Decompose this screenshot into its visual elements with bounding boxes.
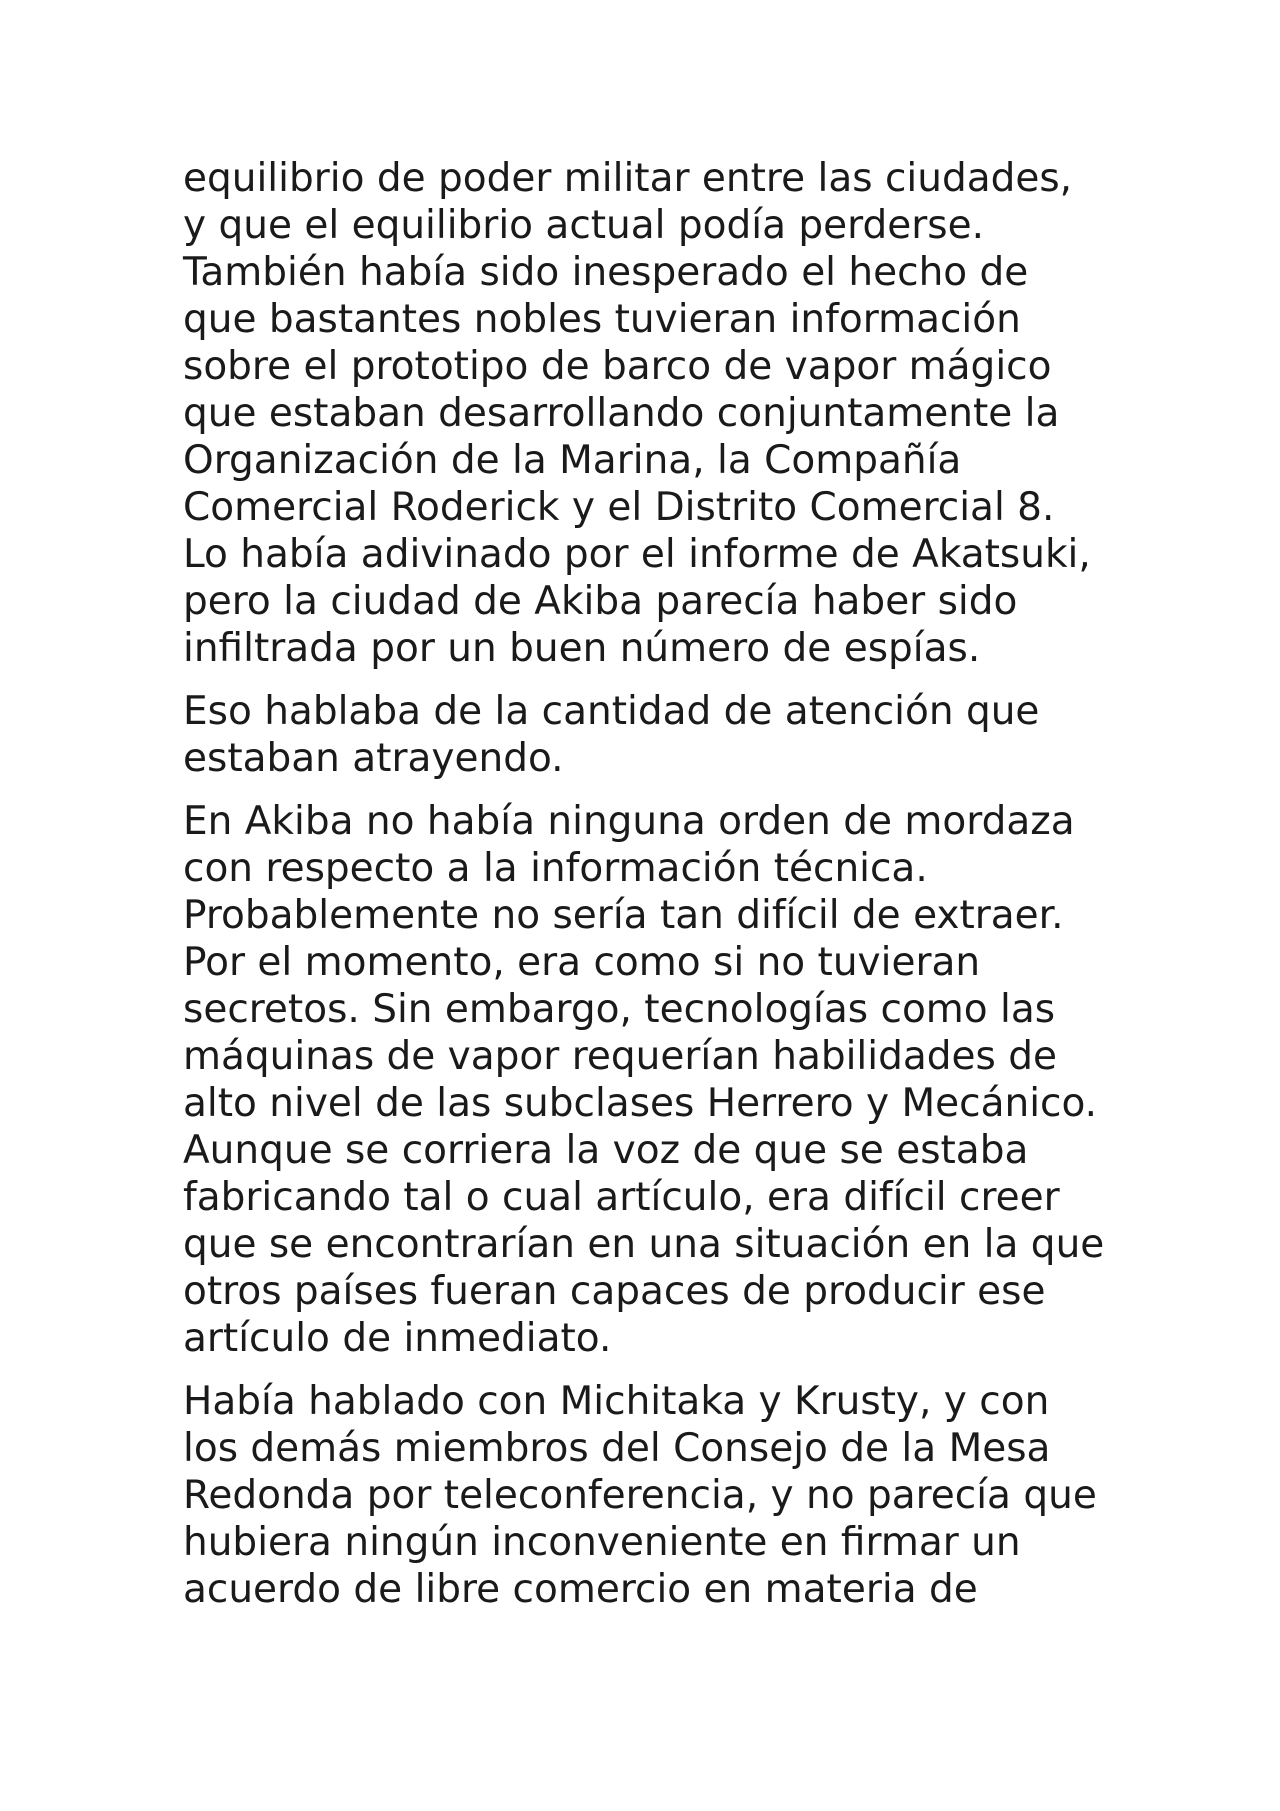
- text-line: sobre el prototipo de barco de vapor mágico: [183, 344, 1052, 389]
- paragraph-4: [183, 1378, 1143, 1613]
- body-text: [183, 155, 1143, 1629]
- text-line: En Akiba no había ninguna orden de mordaza: [183, 799, 1075, 844]
- text-line: máquinas de vapor requerían habilidades de: [183, 1034, 1057, 1079]
- text-line: artículo de inmediato.: [183, 1316, 612, 1361]
- text-line: secretos. Sin embargo, tecnologías como las: [183, 987, 1056, 1032]
- text-line: alto nivel de las subclases Herrero y Mecánico.: [183, 1081, 1098, 1126]
- text-line: que se encontrarían en una situación en la que: [183, 1222, 1105, 1267]
- text-line: Por el momento, era como si no tuvieran: [183, 940, 981, 985]
- text-line: acuerdo de libre comercio en materia de: [183, 1567, 978, 1612]
- text-line: otros países fueran capaces de producir ese: [183, 1269, 1046, 1314]
- text-line: Organización de la Marina, la Compañía: [183, 438, 962, 483]
- text-line: Comercial Roderick y el Distrito Comercial 8.: [183, 485, 1055, 530]
- paragraph-3: [183, 798, 1143, 1362]
- text-line: equilibrio de poder militar entre las ciudades,: [183, 156, 1073, 201]
- text-line: Lo había adivinado por el informe de Akatsuki,: [183, 532, 1091, 577]
- paragraph-1: [183, 155, 1143, 672]
- text-line: pero la ciudad de Akiba parecía haber sido: [183, 579, 1018, 624]
- text-line: hubiera ningún inconveniente en firmar un: [183, 1520, 1021, 1565]
- text-line: que estaban desarrollando conjuntamente la: [183, 391, 1060, 436]
- text-line: fabricando tal o cual artículo, era difícil creer: [183, 1175, 1060, 1220]
- text-line: infiltrada por un buen número de espías.: [183, 626, 981, 671]
- text-line: También había sido inesperado el hecho de: [183, 250, 1029, 295]
- text-line: los demás miembros del Consejo de la Mesa: [183, 1426, 1051, 1471]
- text-line: con respecto a la información técnica.: [183, 846, 928, 891]
- text-line: Aunque se corriera la voz de que se estaba: [183, 1128, 1029, 1173]
- text-line: Había hablado con Michitaka y Krusty, y con: [183, 1379, 1050, 1424]
- text-line: que bastantes nobles tuvieran información: [183, 297, 1021, 342]
- text-line: Probablemente no sería tan difícil de extraer.: [183, 893, 1064, 938]
- text-line: Redonda por teleconferencia, y no parecía que: [183, 1473, 1097, 1518]
- text-line: y que el equilibrio actual podía perderse.: [183, 203, 985, 248]
- paragraph-2: [183, 688, 1143, 782]
- text-line: estaban atrayendo.: [183, 736, 564, 781]
- text-line: Eso hablaba de la cantidad de atención que: [183, 689, 1040, 734]
